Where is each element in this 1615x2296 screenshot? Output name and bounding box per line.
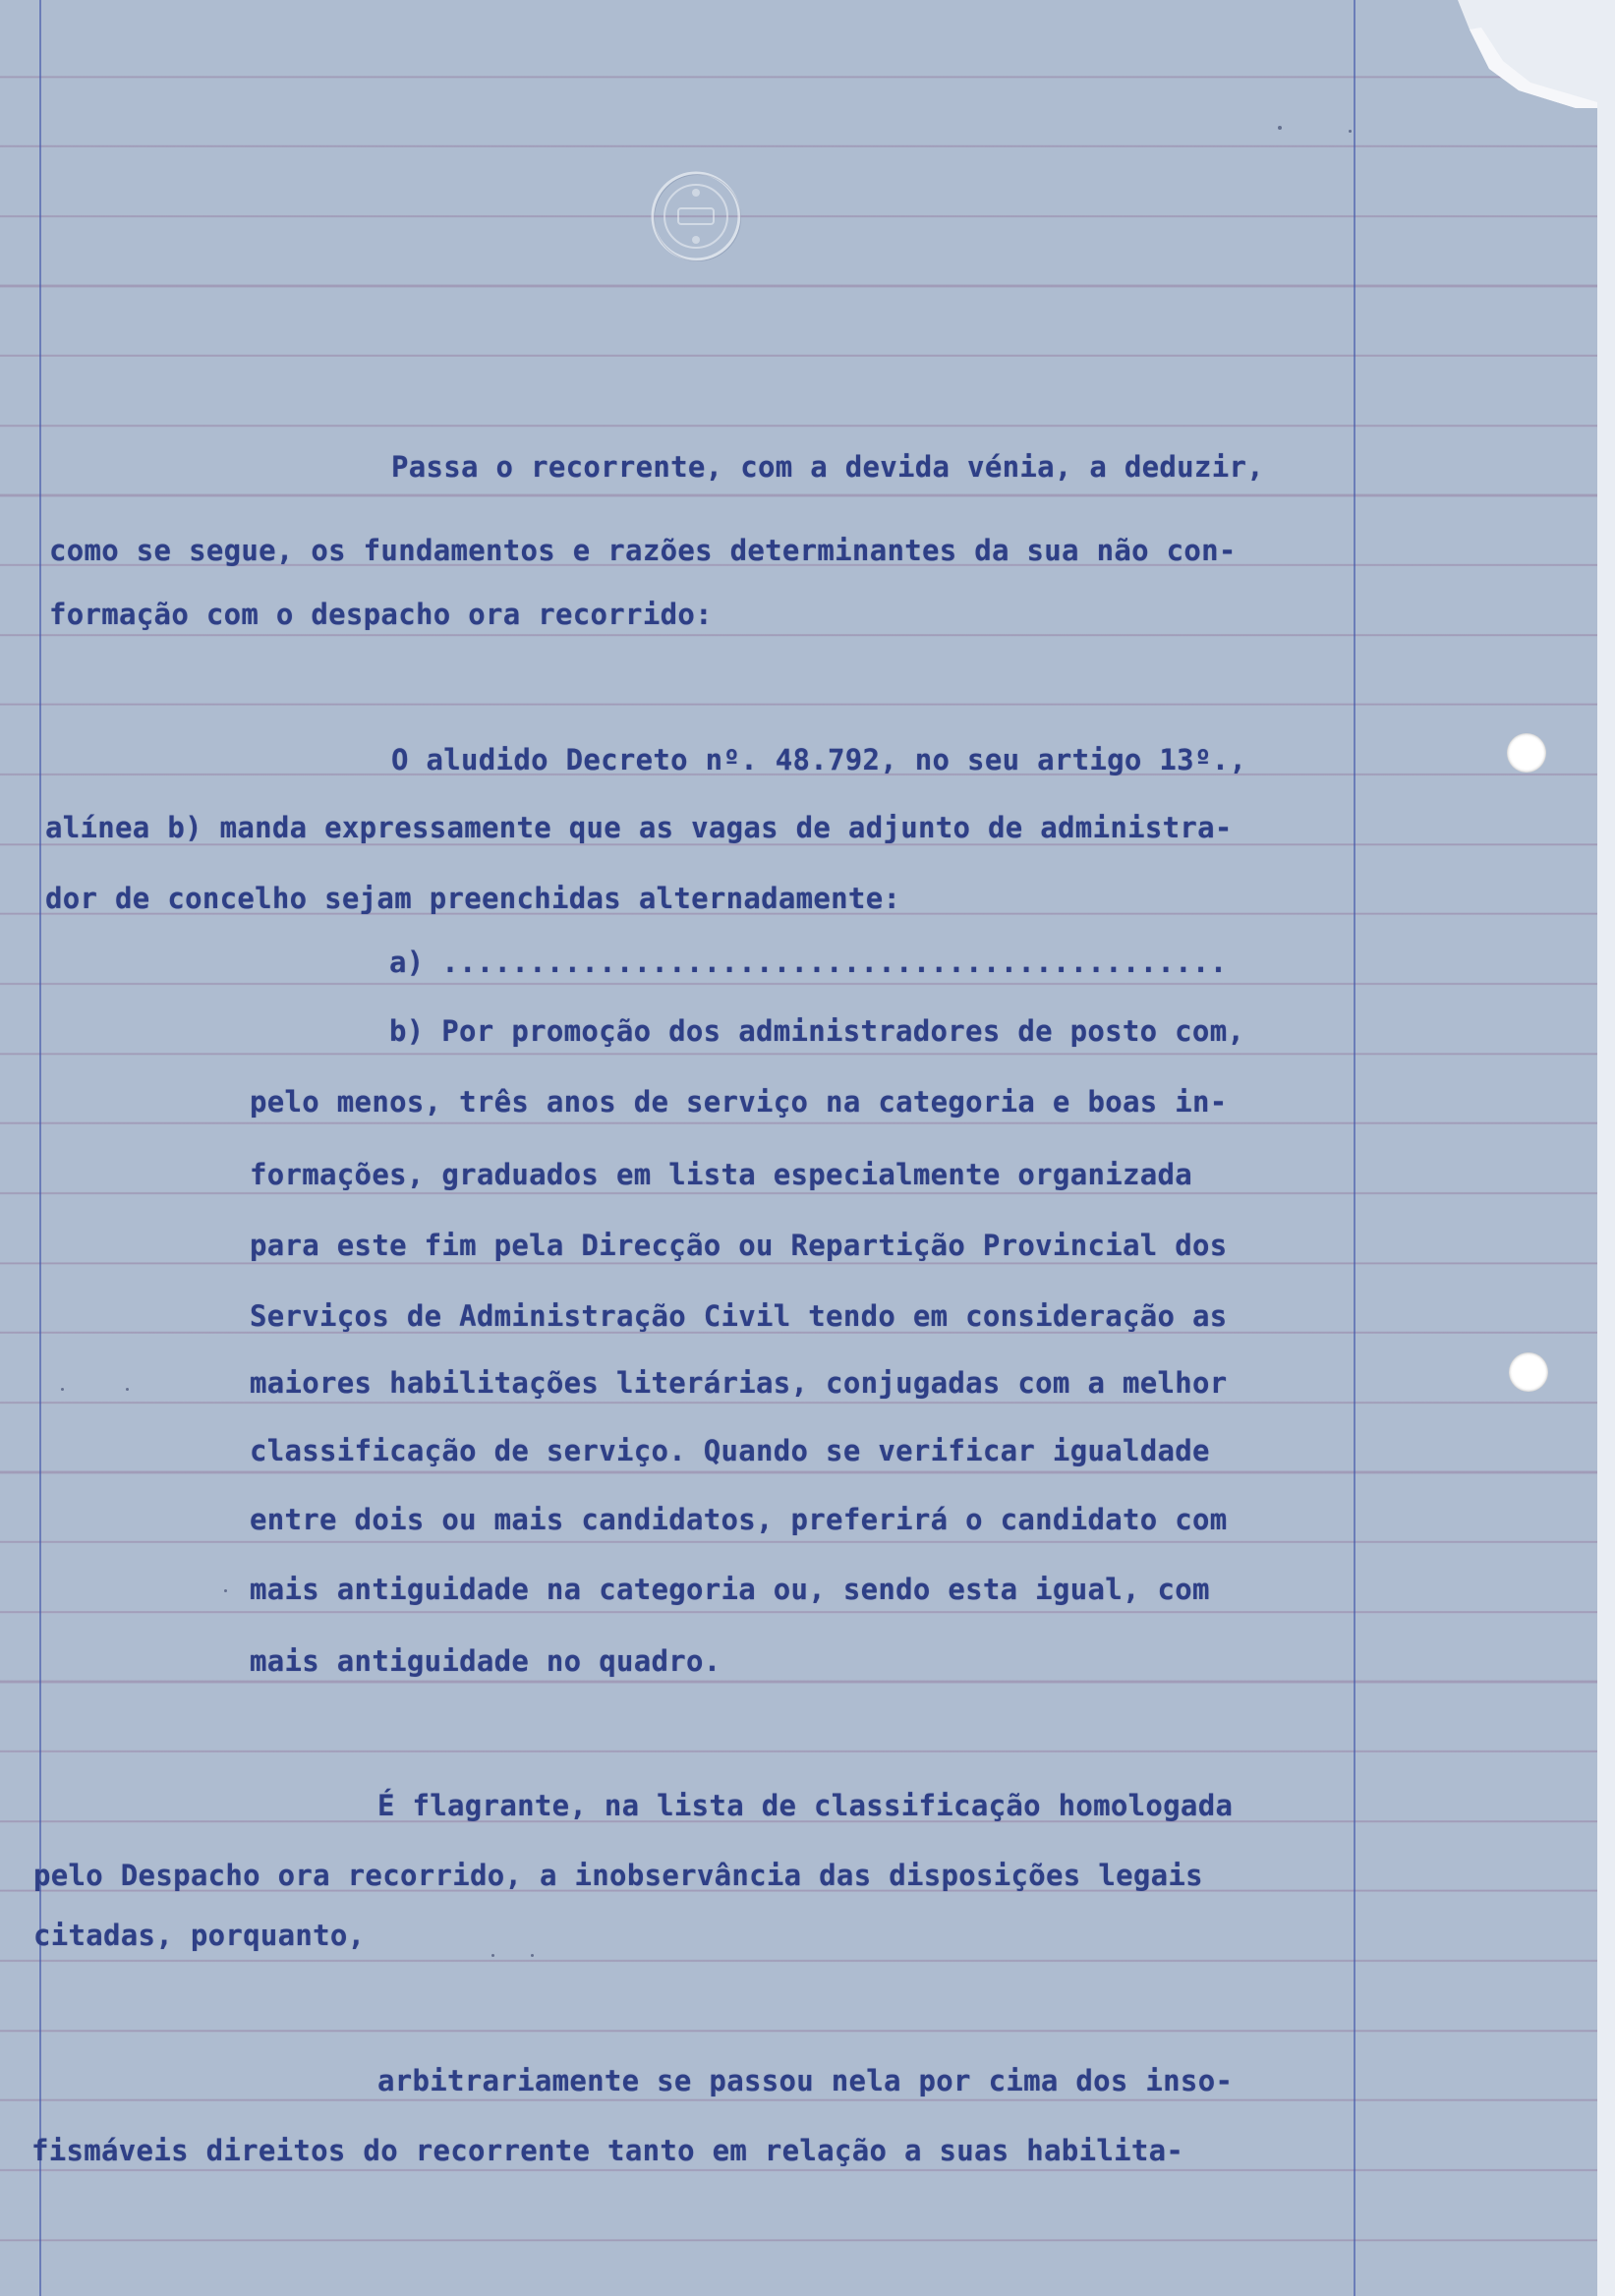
- text-line: formação com o despacho ora recorrido:: [49, 598, 713, 631]
- text-line: pelo Despacho ora recorrido, a inobservância das disposições legais: [33, 1859, 1203, 1892]
- text-line: Passa o recorrente, com a devida vénia, a deduzir,: [391, 450, 1264, 484]
- text-line: para este fim pela Direcção ou Repartição Provincial dos: [250, 1229, 1228, 1262]
- text-line: arbitrariamente se passou nela por cima dos inso-: [377, 2064, 1234, 2097]
- text-line: b) Por promoção dos administradores de posto com,: [389, 1014, 1245, 1048]
- text-line: mais antiguidade na categoria ou, sendo esta igual, com: [250, 1573, 1210, 1606]
- text-line: Serviços de Administração Civil tendo em consideração as: [250, 1299, 1228, 1333]
- text-line: entre dois ou mais candidatos, preferirá o candidato com: [250, 1503, 1228, 1536]
- text-line: É flagrante, na lista de classificação homologada: [377, 1789, 1234, 1822]
- text-line: fismáveis direitos do recorrente tanto em relação a suas habilita-: [31, 2134, 1184, 2167]
- text-line: a) .............................................: [389, 946, 1228, 979]
- text-line: dor de concelho sejam preenchidas alternadamente:: [45, 882, 901, 915]
- text-line: citadas, porquanto,: [33, 1919, 366, 1952]
- text-line: como se segue, os fundamentos e razões determinantes da sua não con-: [49, 534, 1237, 567]
- text-line: classificação de serviço. Quando se verificar igualdade: [250, 1434, 1210, 1467]
- text-line: formações, graduados em lista especialmente organizada: [250, 1158, 1193, 1191]
- text-line: pelo menos, três anos de serviço na categoria e boas in-: [250, 1085, 1228, 1119]
- text-line: alínea b) manda expressamente que as vagas de adjunto de administra-: [45, 811, 1233, 844]
- text-line: O aludido Decreto nº. 48.792, no seu artigo 13º.,: [391, 743, 1247, 776]
- text-line: mais antiguidade no quadro.: [250, 1644, 721, 1678]
- text-line: maiores habilitações literárias, conjugadas com a melhor: [250, 1366, 1228, 1400]
